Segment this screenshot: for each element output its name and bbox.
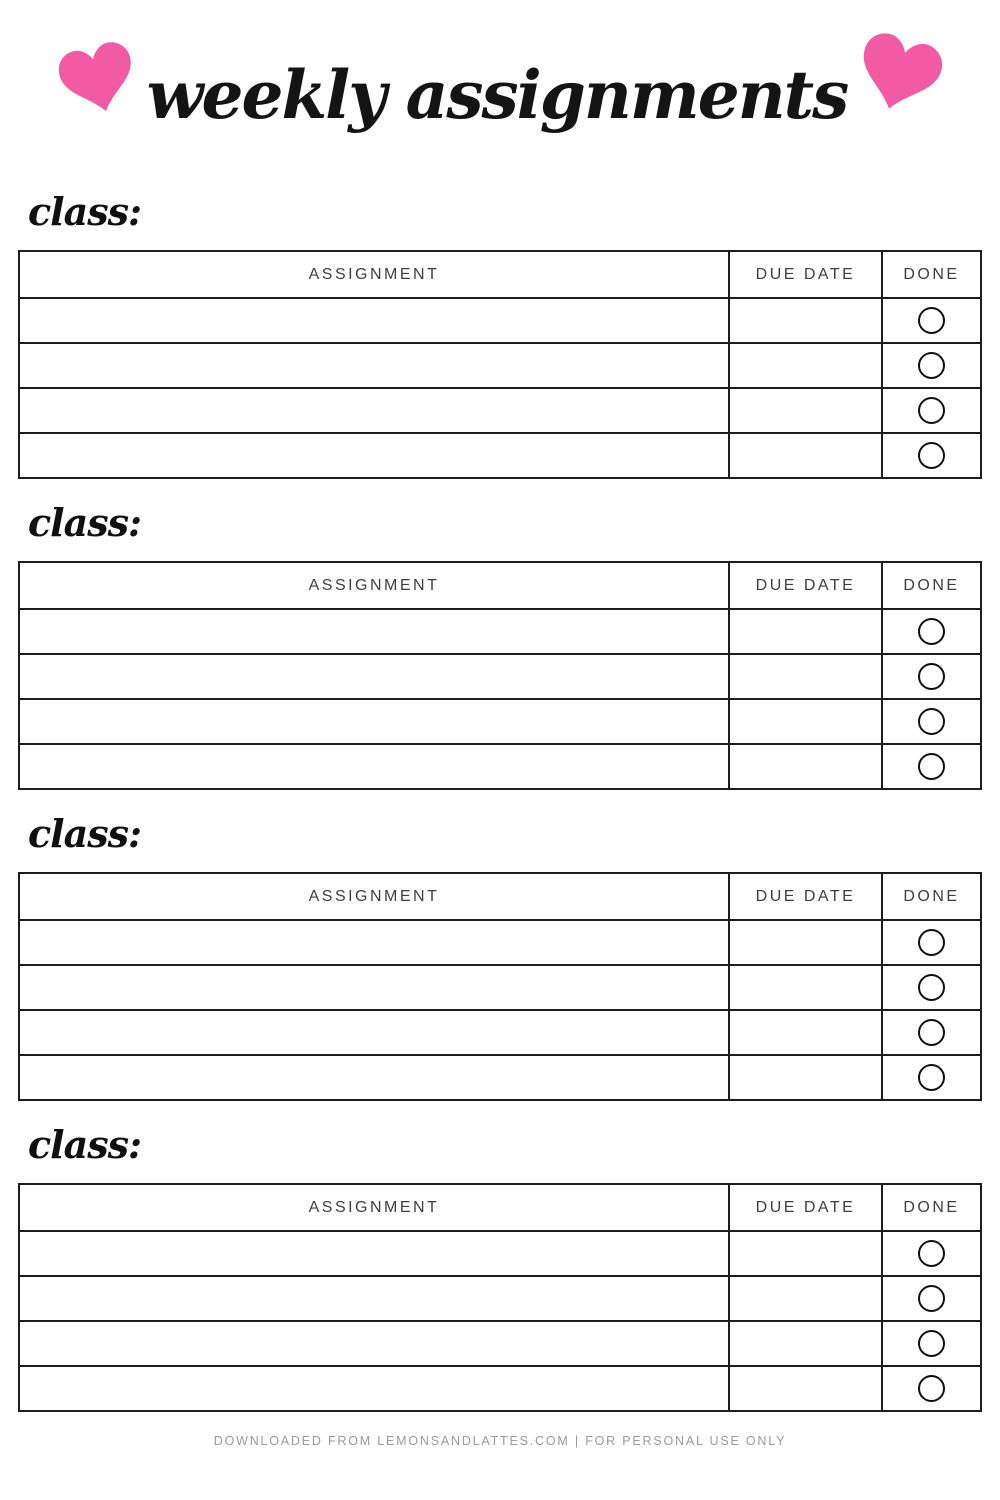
circle-checkbox-icon xyxy=(918,708,945,735)
page-header xyxy=(0,30,1000,168)
due-date-cell xyxy=(730,610,883,653)
table-header-row xyxy=(20,1185,980,1230)
assignments-table xyxy=(18,1183,982,1412)
column-header-done: DONE xyxy=(903,1198,960,1216)
page-title: weekly assignments xyxy=(146,56,848,134)
table-row xyxy=(20,1009,980,1054)
table-row xyxy=(20,1230,980,1275)
class-label: class: xyxy=(28,500,142,545)
assignment-cell xyxy=(20,1322,730,1365)
due-date-cell xyxy=(730,655,883,698)
circle-checkbox-icon xyxy=(918,753,945,780)
table-row xyxy=(20,743,980,788)
done-cell xyxy=(883,610,980,653)
table-header-row xyxy=(20,563,980,608)
assignments-table xyxy=(18,250,982,479)
due-date-cell xyxy=(730,344,883,387)
assignments-table xyxy=(18,872,982,1101)
assignment-cell xyxy=(20,1232,730,1275)
table-row xyxy=(20,1054,980,1099)
due-date-cell xyxy=(730,434,883,477)
done-cell xyxy=(883,700,980,743)
column-header-assignment: ASSIGNMENT xyxy=(20,563,730,608)
due-date-cell xyxy=(730,1232,883,1275)
table-row xyxy=(20,964,980,1009)
assignment-cell xyxy=(20,299,730,342)
done-cell xyxy=(883,1011,980,1054)
table-row xyxy=(20,1275,980,1320)
done-cell xyxy=(883,344,980,387)
assignment-cell xyxy=(20,1277,730,1320)
done-cell xyxy=(883,655,980,698)
column-header-due-date: DUE DATE xyxy=(730,1185,883,1230)
table-row xyxy=(20,1320,980,1365)
column-header-due-date: DUE DATE xyxy=(730,874,883,919)
column-header-done: DONE xyxy=(903,265,960,283)
due-date-cell xyxy=(730,966,883,1009)
circle-checkbox-icon xyxy=(918,397,945,424)
circle-checkbox-icon xyxy=(918,307,945,334)
assignment-cell xyxy=(20,1367,730,1410)
done-cell xyxy=(883,434,980,477)
due-date-cell xyxy=(730,1367,883,1410)
heart-icon xyxy=(851,28,948,119)
due-date-cell xyxy=(730,745,883,788)
assignment-cell xyxy=(20,966,730,1009)
footer-attribution: DOWNLOADED FROM LEMONSANDLATTES.COM | FOR PERSONAL USE ONLY xyxy=(213,1434,787,1448)
circle-checkbox-icon xyxy=(918,1064,945,1091)
column-header-due-date: DUE DATE xyxy=(730,252,883,297)
table-header-row xyxy=(20,874,980,919)
table-row xyxy=(20,297,980,342)
circle-checkbox-icon xyxy=(918,974,945,1001)
column-header-done: DONE xyxy=(903,887,960,905)
done-cell xyxy=(883,966,980,1009)
assignment-cell xyxy=(20,1056,730,1099)
circle-checkbox-icon xyxy=(918,663,945,690)
class-label: class: xyxy=(28,189,142,234)
done-cell xyxy=(883,1232,980,1275)
table-row xyxy=(20,432,980,477)
assignment-cell xyxy=(20,389,730,432)
circle-checkbox-icon xyxy=(918,1330,945,1357)
column-header-assignment: ASSIGNMENT xyxy=(20,252,730,297)
circle-checkbox-icon xyxy=(918,1019,945,1046)
assignments-table xyxy=(18,561,982,790)
circle-checkbox-icon xyxy=(918,442,945,469)
table-row xyxy=(20,653,980,698)
done-cell xyxy=(883,1056,980,1099)
due-date-cell xyxy=(730,1011,883,1054)
class-section xyxy=(18,1119,982,1412)
assignment-cell xyxy=(20,745,730,788)
done-cell xyxy=(883,1367,980,1410)
circle-checkbox-icon xyxy=(918,618,945,645)
table-row xyxy=(20,342,980,387)
table-row xyxy=(20,698,980,743)
done-cell xyxy=(883,745,980,788)
table-row xyxy=(20,1365,980,1410)
assignment-cell xyxy=(20,610,730,653)
due-date-cell xyxy=(730,389,883,432)
class-label: class: xyxy=(28,811,142,856)
table-row xyxy=(20,387,980,432)
due-date-cell xyxy=(730,921,883,964)
circle-checkbox-icon xyxy=(918,1285,945,1312)
done-cell xyxy=(883,299,980,342)
class-section xyxy=(18,497,982,790)
due-date-cell xyxy=(730,299,883,342)
column-header-done: DONE xyxy=(903,576,960,594)
column-header-assignment: ASSIGNMENT xyxy=(20,1185,730,1230)
due-date-cell xyxy=(730,1322,883,1365)
done-cell xyxy=(883,1277,980,1320)
class-section xyxy=(18,186,982,479)
class-label: class: xyxy=(28,1122,142,1167)
column-header-assignment: ASSIGNMENT xyxy=(20,874,730,919)
due-date-cell xyxy=(730,1277,883,1320)
assignment-cell xyxy=(20,921,730,964)
done-cell xyxy=(883,921,980,964)
table-row xyxy=(20,608,980,653)
assignment-cell xyxy=(20,700,730,743)
assignment-cell xyxy=(20,655,730,698)
due-date-cell xyxy=(730,700,883,743)
class-section xyxy=(18,808,982,1101)
table-header-row xyxy=(20,252,980,297)
assignment-cell xyxy=(20,344,730,387)
due-date-cell xyxy=(730,1056,883,1099)
circle-checkbox-icon xyxy=(918,929,945,956)
done-cell xyxy=(883,389,980,432)
table-row xyxy=(20,919,980,964)
done-cell xyxy=(883,1322,980,1365)
heart-icon xyxy=(54,38,142,120)
circle-checkbox-icon xyxy=(918,1240,945,1267)
circle-checkbox-icon xyxy=(918,352,945,379)
column-header-due-date: DUE DATE xyxy=(730,563,883,608)
assignment-cell xyxy=(20,1011,730,1054)
assignment-cell xyxy=(20,434,730,477)
circle-checkbox-icon xyxy=(918,1375,945,1402)
